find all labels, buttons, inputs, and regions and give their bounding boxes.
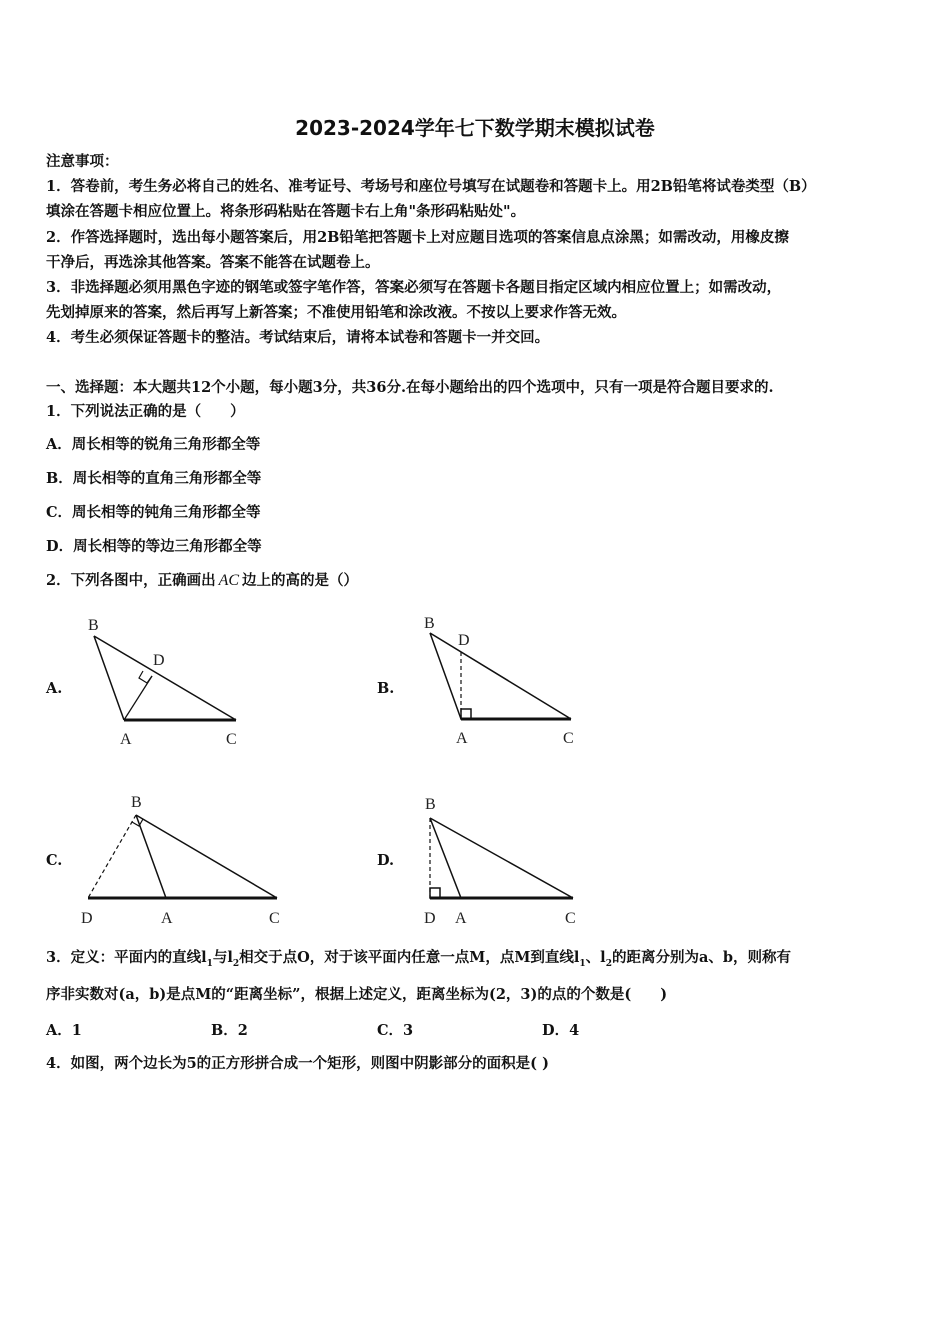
- q3-choice-c: C．3: [377, 1022, 414, 1039]
- fig-c-side-bc: [136, 815, 277, 898]
- notice-line: 先划掉原来的答案，然后再写上新答案；不准使用铅笔和涂改液。不按以上要求作答无效。: [46, 304, 626, 321]
- q3-text: 相交于点O，对于该平面内任意一点M，点M到直线l: [239, 949, 580, 966]
- fig-a-label-b: B: [88, 617, 99, 634]
- page-title: 2023-2024学年七下数学期末模拟试卷: [295, 116, 655, 140]
- q1-option-c: C．周长相等的钝角三角形都全等: [46, 504, 261, 521]
- fig-d-label-b: B: [425, 796, 436, 813]
- section-heading: 一、选择题：本大题共12个小题，每小题3分，共36分.在每小题给出的四个选项中，只有一项是符合题目要求的.: [46, 379, 774, 396]
- q3-subscript: 1: [206, 958, 213, 969]
- q2-stem-before: 2．下列各图中，正确画出: [46, 572, 216, 589]
- q2-stem: [46, 571, 358, 591]
- q1-option-a: A．周长相等的锐角三角形都全等: [46, 436, 261, 453]
- notice-line: 2．作答选择题时，选出每小题答案后，用2B铅笔把答题卡上对应题目选项的答案信息点涂黑；如需改动，用橡皮擦: [46, 229, 789, 246]
- q3-choice-b: B．2: [211, 1022, 248, 1039]
- q1-stem: 1．下列说法正确的是（ ）: [46, 403, 245, 420]
- fig-b-label-c: C: [563, 730, 574, 747]
- fig-d-side-bc: [430, 818, 573, 898]
- fig-a-side-ba: [94, 636, 124, 720]
- fig-b-side-bc: [430, 633, 571, 719]
- notice-line: 填涂在答题卡相应位置上。将条形码粘贴在答题卡右上角"条形码粘贴处"。: [46, 203, 526, 220]
- fig-a-right-angle: [139, 671, 152, 683]
- q3-line-2: 序非实数对(a，b)是点M的“距离坐标”，根据上述定义，距离坐标为(2，3)的点的个数是( ): [46, 986, 668, 1003]
- q3-subscript: 2: [232, 958, 240, 969]
- fig-c-label-c: C: [269, 910, 280, 927]
- q2-figure-c: [75, 785, 295, 939]
- q3-text: 、l: [585, 949, 606, 966]
- q2-option-b-label: B.: [377, 680, 395, 697]
- q4-stem: 4．如图，两个边长为5的正方形拼合成一个矩形，则图中阴影部分的面积是( ): [46, 1055, 549, 1072]
- fig-c-label-b: B: [131, 794, 142, 811]
- notice-heading: 注意事项：: [46, 153, 119, 170]
- q2-figure-a: [80, 610, 260, 759]
- notice-line: 干净后，再选涂其他答案。答案不能答在试题卷上。: [46, 254, 380, 271]
- q3-choice-a: A．1: [46, 1022, 82, 1039]
- fig-d-label-c: C: [565, 910, 576, 927]
- fig-b-label-a: A: [456, 730, 468, 747]
- fig-b-label-d: D: [458, 632, 470, 649]
- fig-d-side-ba: [430, 818, 461, 898]
- q2-option-d-label: D.: [377, 852, 395, 869]
- fig-a-label-d: D: [153, 652, 165, 669]
- notice-line: 4．考生必须保证答题卡的整洁。考试结束后，请将本试卷和答题卡一并交回。: [46, 329, 550, 346]
- q1-option-d: D．周长相等的等边三角形都全等: [46, 538, 262, 555]
- q3-text: 的距离分别为a、b，则称有: [611, 949, 791, 966]
- fig-a-side-bc: [94, 636, 236, 720]
- q3-text: 与l: [212, 949, 233, 966]
- fig-b-label-b: B: [424, 615, 435, 632]
- q3-choice-d: D．4: [542, 1022, 580, 1039]
- q2-option-a-label: A.: [46, 680, 63, 697]
- q2-stem-after: 边上的高的是（）: [242, 572, 359, 589]
- fig-c-label-a: A: [161, 910, 173, 927]
- q1-option-b: B．周长相等的直角三角形都全等: [46, 470, 262, 487]
- fig-a-label-a: A: [120, 731, 132, 748]
- q2-option-c-label: C.: [46, 852, 63, 869]
- fig-c-label-d: D: [81, 910, 93, 927]
- q2-stem-math: AC: [218, 572, 240, 589]
- fig-c-height: [88, 815, 136, 898]
- fig-d-label-d: D: [424, 910, 436, 927]
- q2-figure-d: [415, 790, 595, 939]
- q3-subscript: 1: [579, 958, 586, 969]
- q2-figure-b: [415, 605, 595, 759]
- fig-c-side-ba: [136, 815, 166, 898]
- fig-d-label-a: A: [455, 910, 467, 927]
- notice-line: 1．答卷前，考生务必将自己的姓名、准考证号、考场号和座位号填写在试题卷和答题卡上。用2B铅笔将试卷类型（B）: [46, 178, 816, 195]
- fig-b-side-ba: [430, 633, 461, 719]
- notice-line: 3．非选择题必须用黑色字迹的钢笔或签字笔作答，答案必须写在答题卡各题目指定区域内相应位置上；如需改动，: [46, 279, 782, 296]
- q3-line-1: [46, 948, 791, 974]
- q3-subscript: 2: [605, 958, 612, 969]
- q3-text: 3．定义：平面内的直线l: [46, 949, 207, 966]
- fig-a-label-c: C: [226, 731, 237, 748]
